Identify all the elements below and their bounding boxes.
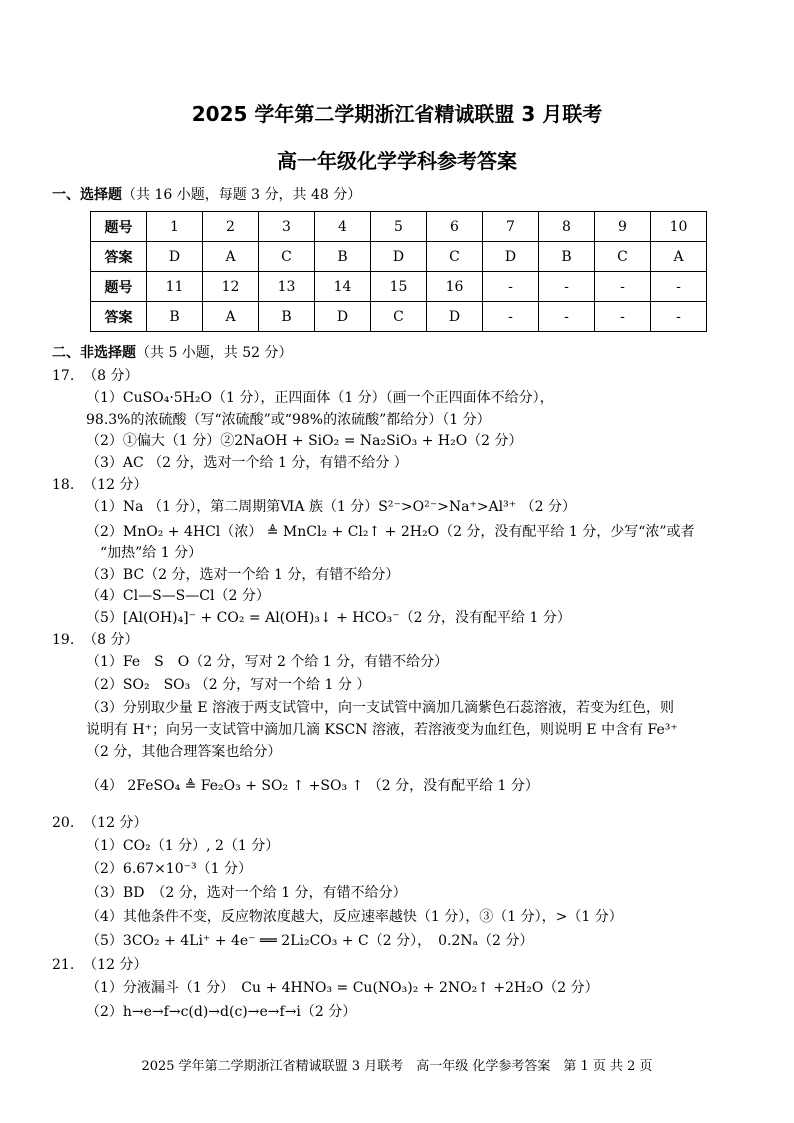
- table-row-a1: [91, 242, 707, 272]
- table-cell: B: [315, 242, 371, 272]
- table-cell: B: [147, 302, 203, 332]
- section-1-header: [52, 185, 361, 205]
- q19-header: [52, 630, 139, 650]
- section-2-note: （共 5 小题，共 52 分）: [136, 345, 293, 361]
- page-footer: 2025 学年第二学期浙江省精诚联盟 3 月联考 高一年级 化学参考答案 第 1 页 共 2 页: [141, 1059, 653, 1074]
- q18-line-1: （1）Na （1 分），第二周期第ⅥA 族（1 分）S²⁻>O²⁻>Na⁺>Al³⁺ （2 分）: [86, 499, 576, 515]
- table-cell: 5: [371, 212, 427, 242]
- table-cell: 3: [259, 212, 315, 242]
- q21-score: （12 分）: [83, 957, 148, 973]
- section-2-heading: 二、非选择题: [52, 345, 136, 361]
- section-1-heading: 一、选择题: [52, 187, 122, 203]
- q19-number: 19.: [52, 632, 75, 648]
- q17-score: （8 分）: [83, 368, 139, 384]
- row-label-answer: 答案: [91, 302, 147, 332]
- table-cell: A: [203, 242, 259, 272]
- table-cell: 10: [651, 212, 707, 242]
- q18-line-4: （3）BC（2 分，选对一个给 1 分，有错不给分）: [86, 567, 400, 583]
- q18-number: 18.: [52, 477, 75, 493]
- table-cell: 16: [427, 272, 483, 302]
- table-row-a2: [91, 302, 707, 332]
- table-cell: 1: [147, 212, 203, 242]
- q21-header: [52, 955, 147, 975]
- table-cell: C: [259, 242, 315, 272]
- table-cell: D: [371, 242, 427, 272]
- q20-line-2: （2）6.67×10⁻³（1 分）: [86, 861, 252, 877]
- q18-line-6: （5）[Al(OH)₄]⁻ + CO₂ = Al(OH)₃↓ + HCO₃⁻（2 分，没有配平给 1 分）: [86, 610, 571, 626]
- q18-line-5: （4）Cl—S—S—Cl（2 分）: [86, 588, 270, 604]
- q20-line-4: （4）其他条件不变，反应物浓度越大，反应速率越快（1 分），③（1 分），>（1 分）: [86, 909, 623, 925]
- table-cell: -: [651, 302, 707, 332]
- table-row-q1: [91, 212, 707, 242]
- q17-header: [52, 366, 139, 386]
- q19-line-1: （1）Fe S O（2 分，写对 2 个给 1 分，有错不给分）: [86, 654, 449, 670]
- table-cell: 13: [259, 272, 315, 302]
- page-title: 2025 学年第二学期浙江省精诚联盟 3 月联考: [191, 102, 603, 126]
- q20-line-1: （1）CO₂（1 分）, 2（1 分）: [86, 838, 280, 854]
- table-cell: -: [539, 302, 595, 332]
- table-cell: C: [427, 242, 483, 272]
- table-cell: C: [371, 302, 427, 332]
- table-cell: 8: [539, 212, 595, 242]
- table-cell: 15: [371, 272, 427, 302]
- row-label-question: 题号: [91, 272, 147, 302]
- table-cell: A: [651, 242, 707, 272]
- q17-line-1: （1）CuSO₄·5H₂O（1 分），正四面体（1 分）（画一个正四面体不给分），: [86, 390, 554, 406]
- table-cell: -: [483, 272, 539, 302]
- q18-line-2: （2）MnO₂ + 4HCl（浓） ≜ MnCl₂ + Cl₂↑ + 2H₂O（2 分，没有配平给 1 分，少写“浓”或者: [86, 524, 695, 540]
- table-cell: 4: [315, 212, 371, 242]
- table-row-q2: [91, 272, 707, 302]
- q21-line-1: （1）分液漏斗（1 分） Cu + 4HNO₃ = Cu(NO₃)₂ + 2NO₂↑ +2H₂O（2 分）: [86, 980, 599, 996]
- q17-line-2: 98.3%的浓硫酸（写“浓硫酸”或“98%的浓硫酸”都给分）（1 分）: [86, 412, 491, 428]
- q17-line-4: （3）AC （2 分，选对一个给 1 分，有错不给分 ）: [86, 455, 408, 471]
- table-cell: D: [315, 302, 371, 332]
- q19-line-6: （4） 2FeSO₄ ≜ Fe₂O₃ + SO₂ ↑ +SO₃ ↑ （2 分，没有配平给 1 分）: [86, 778, 539, 794]
- q18-score: （12 分）: [83, 477, 148, 493]
- table-cell: B: [259, 302, 315, 332]
- q20-line-5: （5）3CO₂ + 4Li⁺ + 4e⁻ ══ 2Li₂CO₃ + C（2 分）， 0.2Nₐ（2 分）: [86, 933, 534, 949]
- table-cell: D: [147, 242, 203, 272]
- q20-header: [52, 813, 147, 833]
- page-subtitle: 高一年级化学学科参考答案: [277, 149, 517, 173]
- q20-line-3: （3）BD （2 分，选对一个给 1 分，有错不给分）: [86, 885, 407, 901]
- table-cell: A: [203, 302, 259, 332]
- table-cell: -: [595, 302, 651, 332]
- q19-score: （8 分）: [83, 632, 139, 648]
- section-1-note: （共 16 小题，每题 3 分，共 48 分）: [122, 187, 362, 203]
- q19-line-3: （3）分别取少量 E 溶液于两支试管中，向一支试管中滴加几滴紫色石蕊溶液，若变为红色，则: [86, 700, 675, 716]
- table-cell: 7: [483, 212, 539, 242]
- table-cell: 2: [203, 212, 259, 242]
- q21-line-2: （2）h→e→f→c(d)→d(c)→e→f→i（2 分）: [86, 1004, 357, 1020]
- table-cell: 12: [203, 272, 259, 302]
- q19-line-2: （2）SO₂ SO₃ （2 分，写对一个给 1 分 ）: [86, 677, 371, 693]
- row-label-question: 题号: [91, 212, 147, 242]
- table-cell: 9: [595, 212, 651, 242]
- table-cell: 14: [315, 272, 371, 302]
- table-cell: D: [427, 302, 483, 332]
- q20-number: 20.: [52, 815, 75, 831]
- table-cell: -: [595, 272, 651, 302]
- table-cell: 11: [147, 272, 203, 302]
- table-cell: D: [483, 242, 539, 272]
- q18-line-3: “加热”给 1 分）: [100, 545, 203, 561]
- section-2-header: [52, 343, 293, 363]
- q20-score: （12 分）: [83, 815, 148, 831]
- q21-number: 21.: [52, 957, 75, 973]
- q17-number: 17.: [52, 368, 75, 384]
- answer-table: [90, 211, 707, 332]
- q17-line-3: （2）①偏大（1 分）②2NaOH + SiO₂ = Na₂SiO₃ + H₂O（2 分）: [86, 433, 523, 449]
- table-cell: -: [651, 272, 707, 302]
- table-cell: -: [539, 272, 595, 302]
- row-label-answer: 答案: [91, 242, 147, 272]
- q19-line-5: （2 分，其他合理答案也给分）: [86, 744, 282, 760]
- table-cell: 6: [427, 212, 483, 242]
- table-cell: C: [595, 242, 651, 272]
- q18-header: [52, 475, 147, 495]
- q19-line-4: 说明有 H⁺；向另一支试管中滴加几滴 KSCN 溶液，若溶液变为血红色，则说明 E 中含有 Fe³⁺: [86, 722, 678, 738]
- table-cell: -: [483, 302, 539, 332]
- table-cell: B: [539, 242, 595, 272]
